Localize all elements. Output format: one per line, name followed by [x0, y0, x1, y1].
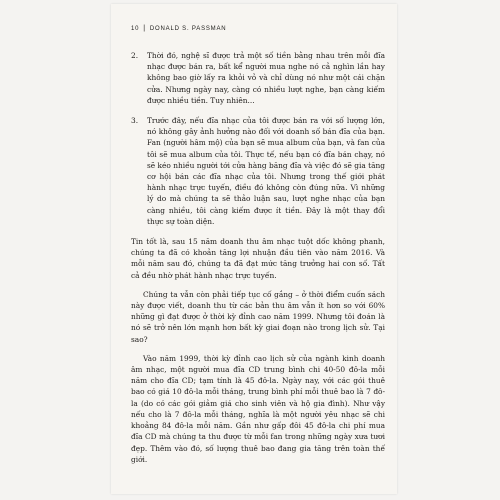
note-item [131, 115, 385, 227]
page-number: 10 [131, 26, 140, 32]
running-header [131, 24, 385, 34]
body-paragraph: Vào năm 1999, thời kỳ đỉnh cao lịch sử của ngành kinh doanh âm nhạc, một người mua đĩa CD trung bình chi 40-50 đô-la mỗi năm cho đĩa CD; tạm tính là 45 đô-la. Ngày nay, với các gói thuê bao có giá 10 đô-la mỗi tháng, trung bình phí mỗi thuê bao là 7 đô-la (do có các gói giảm giá cho sinh viên và hộ gia đình). Như vậy nếu cho là 7 đô-la mỗi tháng, nghĩa là một người yêu nhạc sẽ chi khoảng 84 đô-la mỗi năm. Gần như gấp đôi 45 đô-la chi phí mua đĩa CD mà chúng ta thu được từ mỗi fan trong những ngày xưa tươi đẹp. Thêm vào đó, số lượng thuê bao đang gia tăng trên toàn thế giới. [131, 353, 385, 464]
note-item [131, 50, 385, 106]
note-text: Trước đây, nếu đĩa nhạc của tôi được bán ra với số lượng lớn, nó không gây ảnh hưởng nào đối với doanh số bán đĩa của bạn. Fan (người hâm mộ) của bạn sẽ mua album của bạn, và fan của tôi sẽ mua album của tôi. Thực tế, nếu bạn có đĩa bán chạy, nó sẽ kéo nhiều người tới cửa hàng băng đĩa và việc đó sẽ gia tăng cơ hội bán các đĩa nhạc của tôi. Nhưng trong thế giới phát hành nhạc trực tuyến, điều đó không còn đúng nữa. Vì những lý do mà chúng ta sẽ thảo luận sau, lượt nghe nhạc của bạn càng nhiều, tôi càng kiếm được ít tiền. Đây là một thay đổi thực sự toàn diện. [147, 116, 385, 226]
note-number: 2. [131, 51, 139, 60]
header-separator: | [143, 25, 146, 32]
author-name: DONALD S. PASSMAN [149, 26, 227, 32]
book-page [111, 4, 397, 494]
numbered-notes [131, 50, 385, 227]
body-paragraph: Chúng ta vẫn còn phải tiếp tục cố gắng – ở thời điểm cuốn sách này được viết, doanh thu từ các bản thu âm vẫn ít hơn so với 60% những gì đạt được ở thời kỳ đỉnh cao năm 1999. Nhưng tôi đoán là nó sẽ trở nên lớn mạnh hơn bất kỳ giai đoạn nào trong lịch sử. Tại sao? [131, 289, 385, 344]
body-paragraph: Tin tốt là, sau 15 năm doanh thu âm nhạc tuột dốc không phanh, chúng ta đã có khoản tăng lợi nhuận đầu tiên vào năm 2016. Và mỗi năm sau đó, chúng ta đã đạt mức tăng trưởng hai con số. Tất cả đều nhờ phát hành nhạc trực tuyến. [131, 237, 385, 280]
note-number: 3. [131, 116, 139, 126]
note-text: Thời đó, nghệ sĩ được trả một số tiền bằng nhau trên mỗi đĩa nhạc được bán ra, bất kể người mua nghe nó cả nghìn lần hay không bao giờ lấy ra khỏi vỏ và chỉ dùng nó như một cái chặn cửa. Nhưng ngày nay, càng có nhiều lượt nghe, bạn càng kiếm được nhiều tiền. Tuy nhiên... [147, 51, 385, 105]
